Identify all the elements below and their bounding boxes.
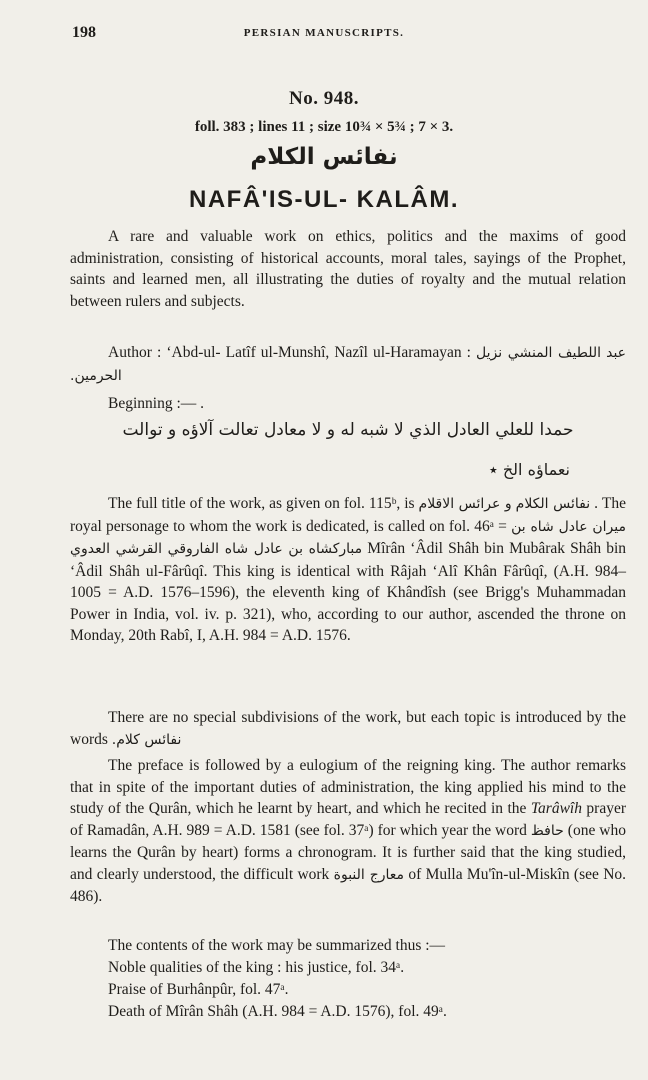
- running-title: PERSIAN MANUSCRIPTS.: [243, 27, 405, 39]
- author-arabic-1: عبد: [606, 345, 627, 361]
- preface-text-4: of Mulla Mu'în-ul-Miskîn (see No. 486).: [70, 865, 627, 905]
- author-name: ‘Abd-ul- Latîf ul-Munshî, Nazîl ul-Haramayan :: [166, 344, 471, 361]
- preface-paragraph: [70, 755, 626, 908]
- preface-italic: Tarâwîh: [530, 800, 582, 817]
- preface-arabic-2: معارج النبوة: [333, 866, 405, 883]
- preface-arabic-1: حافظ: [530, 822, 564, 839]
- preface-text: [70, 755, 626, 908]
- contents-item: Noble qualities of the king : his justice, fol. 34ᵃ.: [108, 958, 405, 976]
- page-number: 198: [72, 24, 96, 41]
- entry-title: NAFÂ'IS-UL- KALÂM.: [189, 186, 459, 213]
- author-label: Author :: [108, 344, 162, 361]
- preface-text-1: The preface is followed by a eulogium of the reigning king. The author remarks that in spite of the important duties of administration, the king applied his mind to the study of the Qurân, which he learnt by heart, and which he recited in the: [70, 757, 626, 817]
- title-text-3: Mîrân ‘Âdil Shâh bin Mubârak Shâh bin ‘Âdil Shâh ul-Fârûqî. This king is identical with Râjah ‘Alî Khân Fârûqî, (A.H. 984–1005 = A.D. 1576–1596), the eleventh king of Khândîsh (see Brigg's Muhammadan Power in India, vol. iv. p. 321), who, according to our author, ascended the throne on Monday, 20th Rabî, I, A.H. 984 = A.D. 1576.: [70, 540, 627, 644]
- arabic-title: نفائس الکلام: [250, 144, 398, 170]
- beginning-paragraph: [70, 393, 626, 415]
- title-arabic-2: و عرائس الاقلام: [418, 496, 512, 512]
- preface-text-3: (one who learns the Qurân by heart) forms a chronogram. It is further said that the king studied, and clearly understood, the difficult work: [70, 821, 626, 883]
- title-text-2: . The royal personage to whom the work is dedicated, is called on fol. 46ᵃ =: [70, 495, 627, 535]
- contents-intro: The contents of the work may be summarized thus :—: [108, 937, 446, 954]
- title-arabic-1: نفائس الکلام: [515, 496, 591, 512]
- title-text-1: The full title of the work, as given on fol. 115ᵇ, is: [108, 495, 415, 512]
- beginning-arabic-line-2: نعماؤه الخ ٭: [489, 460, 570, 479]
- contents-item: Praise of Burhânpûr, fol. 47ᵃ.: [108, 980, 289, 998]
- contents-item: Death of Mîrân Shâh (A.H. 984 = A.D. 1576), fol. 49ᵃ.: [108, 1002, 447, 1020]
- subdivisions-text-1: There are no special subdivisions of the work, but each topic is introduced by the words: [70, 709, 626, 748]
- entry-number: No. 948.: [289, 88, 359, 109]
- author-arabic-2: اللطیف المنشي نزیل الحرمین.: [70, 345, 602, 384]
- author-text: [70, 342, 626, 387]
- subdivisions-text: [70, 707, 626, 751]
- page-header: [0, 24, 648, 48]
- author-paragraph: [70, 342, 626, 387]
- entry-specs: foll. 383 ; lines 11 ; size 10¾ × 5¾ ; 7 × 3.: [194, 119, 454, 135]
- title-paragraph-text: [70, 493, 626, 647]
- contents-section: [70, 935, 626, 1023]
- title-paragraph: [70, 493, 626, 647]
- subdivisions-arabic: نفائس کلام.: [111, 731, 182, 748]
- beginning-arabic-line: حمدا للعلي العادل الذي لا شبه له و لا معادل تعالت آلاؤه و توالت: [122, 420, 574, 440]
- title-arabic-3: میران عادل شاه بن مبارکشاه بن عادل شاه الفاروقي القرشي العدوي: [70, 518, 626, 557]
- description-text: A rare and valuable work on ethics, politics and the maxims of good administration, consisting of historical accounts, moral tales, sayings of the Prophet, saints and learned men, all illustrating the duties of royalty and the mutual relation between rulers and subjects.: [70, 228, 626, 310]
- subdivisions-paragraph: [70, 707, 626, 751]
- preface-text-2: prayer of Ramadân, A.H. 989 = A.D. 1581 (see fol. 37ᵃ) for which year the word: [70, 800, 627, 839]
- description-paragraph: [70, 226, 626, 312]
- beginning-label: Beginning :— .: [108, 395, 205, 412]
